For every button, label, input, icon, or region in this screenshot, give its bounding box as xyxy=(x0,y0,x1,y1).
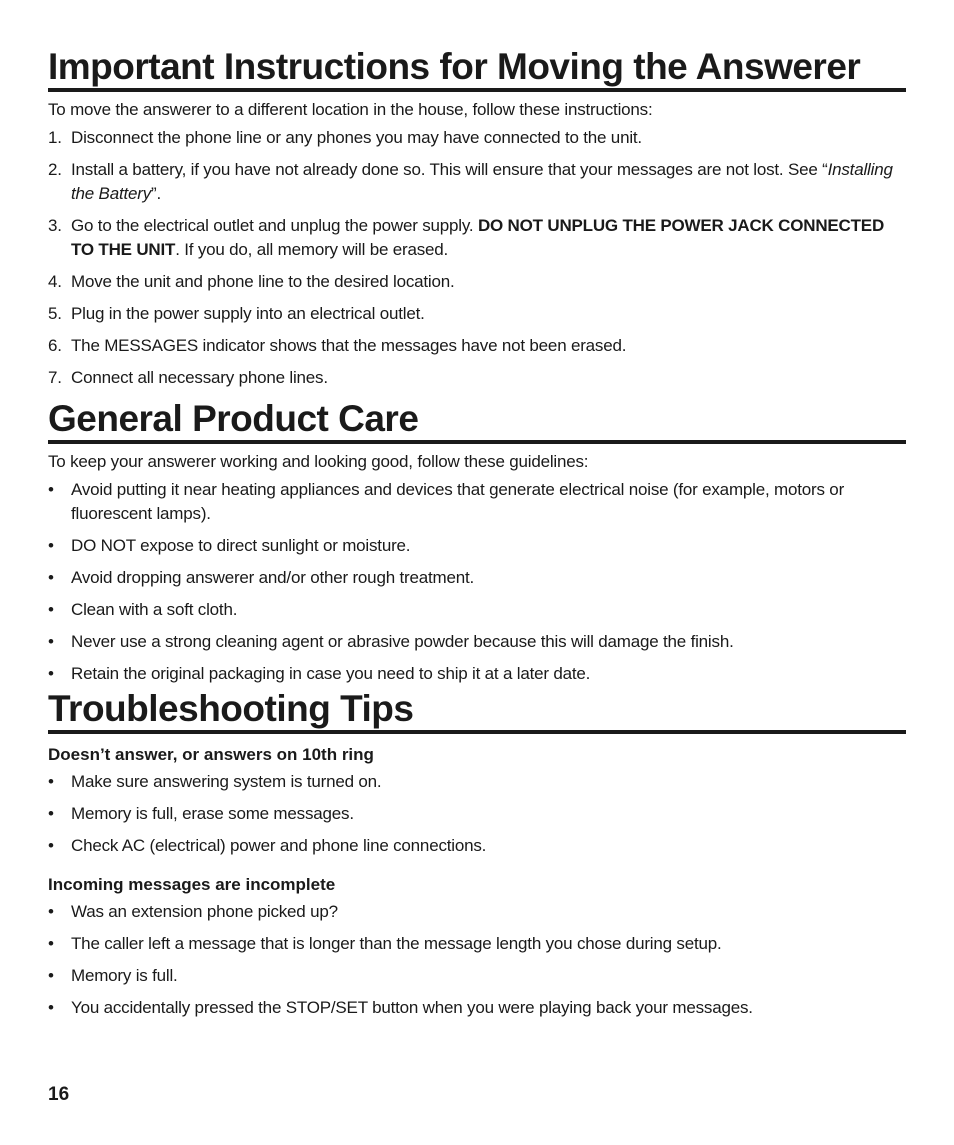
page-number: 16 xyxy=(48,1084,70,1105)
bullet-icon: • xyxy=(48,934,54,953)
list-item: 4. Move the unit and phone line to the desired location. xyxy=(48,272,455,291)
list-item: 6. The MESSAGES indicator shows that the messages have not been erased. xyxy=(48,336,627,355)
manual-page xyxy=(48,46,906,1028)
list-item: • Never use a strong cleaning agent or abrasive powder because this will damage the finish. xyxy=(48,630,906,654)
section-title-moving: Important Instructions for Moving the Answerer xyxy=(48,46,906,92)
list-item: • Check AC (electrical) power and phone line connections. xyxy=(48,834,906,858)
list-item: • DO NOT expose to direct sunlight or moisture. xyxy=(48,534,906,558)
bullet-icon: • xyxy=(48,966,54,985)
list-item: • Memory is full, erase some messages. xyxy=(48,802,906,826)
care-list xyxy=(48,478,906,686)
care-intro: To keep your answerer working and looking good, follow these guidelines: xyxy=(48,452,589,471)
bullet-icon: • xyxy=(48,772,54,791)
trouble-heading-incomplete: Incoming messages are incomplete xyxy=(48,875,336,894)
trouble-list-incomplete xyxy=(48,900,906,1020)
bullet-icon: • xyxy=(48,536,54,555)
list-item: 1. Disconnect the phone line or any phones you may have connected to the unit. xyxy=(48,128,642,147)
list-item: • Memory is full. xyxy=(48,964,906,988)
bullet-icon: • xyxy=(48,480,54,499)
list-item: 3. Go to the electrical outlet and unplug the power supply. DO NOT UNPLUG THE POWER JACK CONNECTED TO THE UNIT. If you do, all memory will be erased. xyxy=(48,216,885,259)
list-item: 5. Plug in the power supply into an electrical outlet. xyxy=(48,304,425,323)
list-item: • Make sure answering system is turned on. xyxy=(48,770,906,794)
list-item: • Was an extension phone picked up? xyxy=(48,900,906,924)
moving-steps-list xyxy=(48,126,906,390)
bullet-icon: • xyxy=(48,836,54,855)
list-item: • The caller left a message that is longer than the message length you chose during setup. xyxy=(48,932,906,956)
bullet-icon: • xyxy=(48,568,54,587)
trouble-list-answer xyxy=(48,770,906,858)
bullet-icon: • xyxy=(48,902,54,921)
moving-intro: To move the answerer to a different location in the house, follow these instructions: xyxy=(48,100,653,119)
section-title-care: General Product Care xyxy=(48,398,906,444)
bullet-icon: • xyxy=(48,804,54,823)
list-item: • Avoid dropping answerer and/or other rough treatment. xyxy=(48,566,906,590)
list-item: • Retain the original packaging in case you need to ship it at a later date. xyxy=(48,662,906,686)
bullet-icon: • xyxy=(48,600,54,619)
list-item: 7. Connect all necessary phone lines. xyxy=(48,368,328,387)
bullet-icon: • xyxy=(48,664,54,683)
list-item: • Clean with a soft cloth. xyxy=(48,598,906,622)
list-item: • Avoid putting it near heating appliances and devices that generate electrical noise (for example, motors or fluorescent lamps). xyxy=(48,480,845,523)
list-item: • You accidentally pressed the STOP/SET button when you were playing back your messages. xyxy=(48,996,906,1020)
trouble-heading-answer: Doesn’t answer, or answers on 10th ring xyxy=(48,745,374,764)
bullet-icon: • xyxy=(48,632,54,651)
list-item: 2. Install a battery, if you have not already done so. This will ensure that your messages are not lost. See “Installing the Battery”. xyxy=(48,160,893,203)
section-title-troubleshooting: Troubleshooting Tips xyxy=(48,688,906,734)
bullet-icon: • xyxy=(48,998,54,1017)
